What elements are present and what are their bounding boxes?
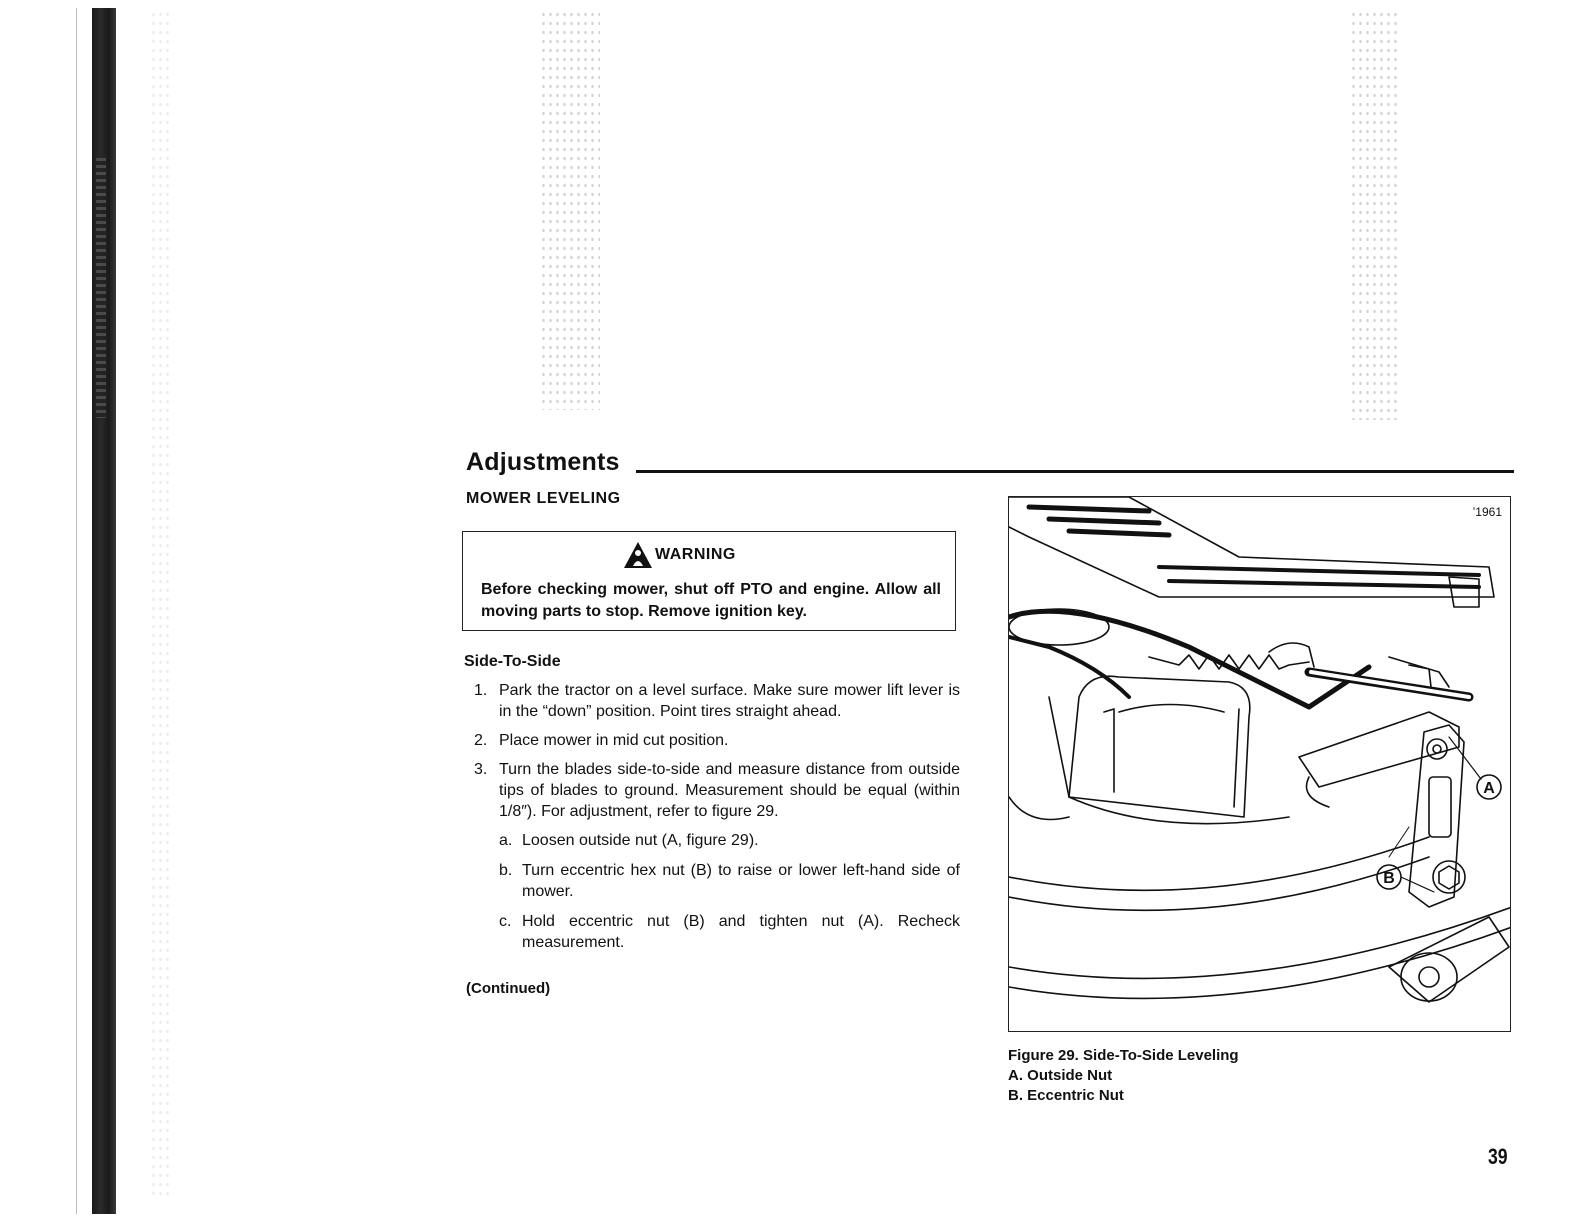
substep-letter: a. (499, 832, 513, 849)
substep-letter: c. (499, 913, 512, 930)
legend-item-a: A. Outside Nut (1008, 1067, 1113, 1084)
substep-text: Turn eccentric hex nut (B) to raise or lower left-hand side of mower. (522, 862, 960, 900)
continued-note: (Continued) (466, 980, 551, 997)
step-number: 3. (474, 761, 488, 778)
warning-triangle-icon (623, 541, 653, 569)
scan-speckle (150, 10, 170, 1200)
substep-letter: b. (499, 862, 513, 879)
page-number: 39 (1488, 1144, 1508, 1169)
callout-a-label: A (1483, 780, 1495, 797)
title-rule (636, 470, 1514, 473)
binding-shadow-line (76, 8, 77, 1214)
substep-text: Loosen outside nut (A, figure 29). (522, 832, 759, 849)
figure-id: ’1961 (1472, 505, 1502, 519)
step-item (466, 680, 960, 722)
step-number: 2. (474, 732, 488, 749)
warning-text: Before checking mower, shut off PTO and engine. Allow all moving parts to stop. Remove ignition key. (481, 581, 941, 620)
figure-caption: Figure 29. Side-To-Side Leveling (1008, 1047, 1239, 1064)
substeps (499, 830, 960, 953)
subsection-title: MOWER LEVELING (466, 490, 621, 507)
warning-label: WARNING (655, 546, 736, 563)
substep-item (499, 830, 960, 851)
section-title: Adjustments (466, 448, 620, 476)
step-number: 1. (474, 682, 488, 699)
warning-box (462, 531, 956, 631)
scan-speckle (1350, 10, 1400, 420)
step-item (466, 730, 960, 751)
legend-item-b: B. Eccentric Nut (1008, 1087, 1124, 1104)
step-text: Place mower in mid cut position. (499, 732, 729, 749)
step-text: Park the tractor on a level surface. Make sure mower lift lever is in the “down” position. Point tires straight ahead. (499, 682, 960, 720)
step-text: Turn the blades side-to-side and measure distance from outside tips of blades to ground. Measurement should be equal (within 1/8″). For adjustment, refer to figure 29. (499, 761, 960, 820)
procedure-steps (466, 680, 960, 962)
substep-item (499, 911, 960, 953)
figure-29 (1008, 496, 1511, 1032)
substep-text: Hold eccentric nut (B) and tighten nut (A). Recheck measurement. (522, 913, 960, 951)
step-item (466, 759, 960, 953)
mower-leveling-illustration (1009, 497, 1511, 1032)
figure-caption-block (1008, 1046, 1239, 1106)
substep-item (499, 860, 960, 902)
warning-header (623, 540, 736, 570)
scan-speckle (540, 10, 600, 410)
binding-edge (92, 8, 116, 1214)
callout-b-label: B (1383, 870, 1395, 887)
procedure-heading: Side-To-Side (464, 653, 561, 670)
